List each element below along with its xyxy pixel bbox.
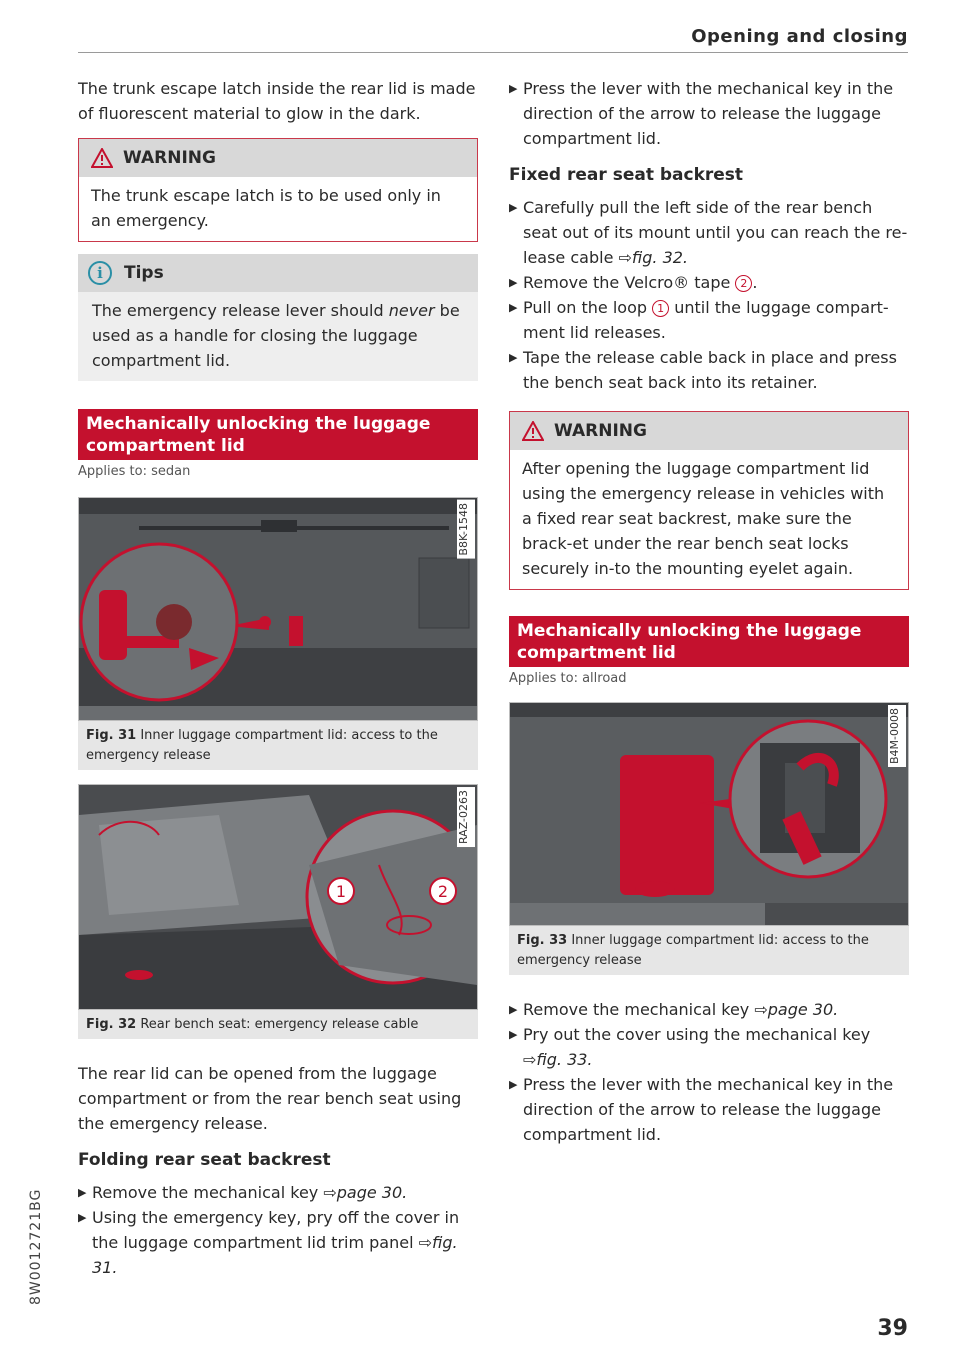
tips-header — [78, 254, 478, 292]
rear-bench-illustration — [79, 785, 477, 1010]
left-column — [78, 76, 478, 1280]
tips-box — [78, 254, 478, 381]
tips-title: Tips — [124, 263, 164, 283]
marker-2-icon: 2 — [735, 275, 752, 292]
list-item: ▶ Tape the release cable back in place and press the bench seat back into its retainer. — [509, 345, 909, 395]
applies-to: Applies to: allroad — [509, 671, 627, 686]
figure-marker-2: 2 — [437, 882, 449, 901]
header-rule — [78, 52, 908, 53]
figure-marker-1: 1 — [335, 882, 347, 901]
warning-title: WARNING — [554, 421, 647, 441]
list-item: ▶ Remove the mechanical key ⇨page 30. — [78, 1180, 478, 1205]
figure-31-image — [78, 497, 478, 721]
intro-paragraph: The trunk escape latch inside the rear lid is made of fluorescent material to glow in the dark. — [78, 79, 476, 123]
cross-reference-link[interactable]: ⇨page 30. — [754, 1000, 839, 1019]
bullet-arrow-icon: ▶ — [509, 201, 518, 214]
figure-33-caption: Fig. 33 Inner luggage compartment lid: access to the emergency release — [509, 926, 909, 975]
warning-triangle-icon — [522, 421, 544, 441]
section-allroad — [509, 616, 909, 686]
warning-box-2 — [509, 411, 909, 590]
list-item: ▶ Pull on the loop 1 until the luggage compart-ment lid releases. — [509, 295, 909, 345]
list-item: ▶ Remove the Velcro® tape 2 . — [509, 270, 909, 295]
running-header-title: Opening and closing — [691, 26, 908, 47]
allroad-lid-illustration — [510, 703, 908, 926]
bullet-arrow-icon: ▶ — [509, 276, 518, 289]
list-item: ▶ Using the emergency key, pry off the cover in the luggage compartment lid trim panel ⇨fig. 31. — [78, 1205, 478, 1280]
section-heading: Mechanically unlocking the luggage compartment lid — [78, 409, 478, 460]
warning-header — [79, 139, 477, 177]
list-item: ▶ Press the lever with the mechanical key in the direction of the arrow to release the luggage compartment lid. — [509, 76, 909, 151]
bullet-arrow-icon: ▶ — [509, 1028, 518, 1041]
info-icon: i — [88, 261, 112, 285]
section-heading: Mechanically unlocking the luggage compartment lid — [509, 616, 909, 667]
bullet-arrow-icon: ▶ — [509, 351, 518, 364]
bullet-arrow-icon: ▶ — [78, 1211, 87, 1224]
figure-code: B4M-0008 — [888, 705, 906, 767]
list-item: ▶ Carefully pull the left side of the rear bench seat out of its mount until you can reach the re-lease cable ⇨fig. 32. — [509, 195, 909, 270]
figure-33-image — [509, 702, 909, 926]
bullet-arrow-icon: ▶ — [78, 1186, 87, 1199]
figure-code: RAZ-0263 — [457, 787, 475, 847]
marker-1-icon: 1 — [652, 300, 669, 317]
figure-32-caption: Fig. 32 Rear bench seat: emergency release cable — [78, 1010, 478, 1039]
warning-title: WARNING — [123, 148, 216, 168]
warning-box-1 — [78, 138, 478, 242]
page-number: 39 — [877, 1316, 908, 1341]
figure-code: B8K-1548 — [457, 500, 475, 559]
list-item: ▶ Remove the mechanical key ⇨page 30. — [509, 997, 909, 1022]
luggage-lid-illustration — [79, 498, 477, 721]
applies-to: Applies to: sedan — [78, 464, 191, 479]
cross-reference-link[interactable]: ⇨fig. 32. — [618, 248, 689, 267]
heading-folding-backrest: Folding rear seat backrest — [78, 1150, 331, 1170]
document-code: 8W0012721BG — [28, 1188, 44, 1305]
cross-reference-link[interactable]: ⇨fig. 31. — [92, 1233, 458, 1277]
heading-fixed-backrest: Fixed rear seat backrest — [509, 165, 744, 185]
section-sedan — [78, 409, 478, 479]
right-column — [509, 76, 909, 1147]
figure-32-image — [78, 784, 478, 1010]
tips-text: The emergency release lever should never be used as a handle for closing the luggage compartment lid. — [78, 292, 478, 381]
list-item: ▶ Pry out the cover using the mechanical key ⇨fig. 33. — [509, 1022, 909, 1072]
bullet-arrow-icon: ▶ — [509, 301, 518, 314]
figure-31-caption: Fig. 31 Inner luggage compartment lid: access to the emergency release — [78, 721, 478, 770]
warning-text: The trunk escape latch is to be used only in an emergency. — [91, 186, 441, 230]
bullet-arrow-icon: ▶ — [509, 1003, 518, 1016]
body-paragraph: The rear lid can be opened from the luggage compartment or from the rear bench seat using the emergency release. — [78, 1064, 462, 1133]
warning-header — [510, 412, 908, 450]
bullet-arrow-icon: ▶ — [509, 82, 518, 95]
bullet-arrow-icon: ▶ — [509, 1078, 518, 1091]
warning-triangle-icon — [91, 148, 113, 168]
cross-reference-link[interactable]: ⇨page 30. — [323, 1183, 408, 1202]
cross-reference-link[interactable]: ⇨fig. 33. — [523, 1050, 593, 1069]
list-item: ▶ Press the lever with the mechanical key in the direction of the arrow to release the luggage compartment lid. — [509, 1072, 909, 1147]
warning-text: After opening the luggage compartment lid using the emergency release in vehicles with a fixed rear seat backrest, make sure the brack-et under the rear bench seat locks securely in-to the mounting eyelet again. — [522, 459, 885, 578]
